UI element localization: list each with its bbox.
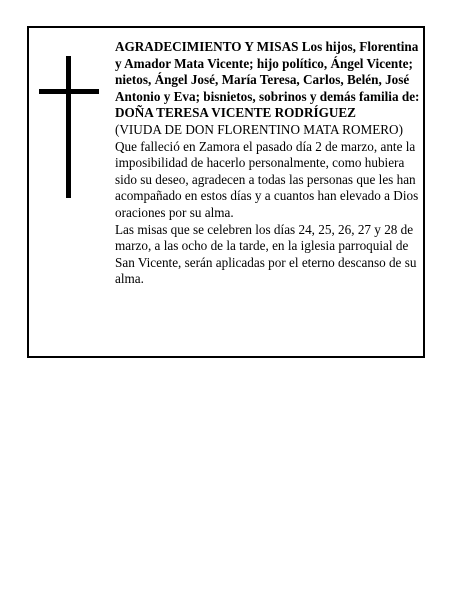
notice-heading: AGRADECIMIENTO Y MISAS bbox=[115, 39, 299, 54]
gratitude-paragraph: Que falleció en Zamora el pasado día 2 de marzo, ante la imposibilidad de hacerlo personalmente, como hubiera sido su deseo, agradecen a todas las personas que les han acompañado en estos días y a cuantos han elevado a Dios oraciones por su alma. bbox=[115, 138, 419, 220]
widow-of: (VIUDA DE DON FLORENTINO MATA ROMERO) bbox=[115, 121, 403, 137]
deceased-name: DOÑA TERESA VICENTE RODRÍGUEZ bbox=[115, 105, 356, 121]
masses-paragraph: Las misas que se celebren los días 24, 25, 26, 27 y 28 de marzo, a las ocho de la tarde, en la iglesia parroquial de San Vicente, serán aplicadas por el eterno descanso de su alma. bbox=[115, 221, 417, 287]
cross-icon bbox=[39, 56, 99, 198]
obituary-notice bbox=[27, 26, 425, 358]
family-paragraph bbox=[115, 39, 421, 105]
cross-vertical-bar bbox=[66, 56, 71, 198]
cross-horizontal-bar bbox=[39, 89, 99, 94]
family-intro: Los hijos, Florentina y Amador Mata Vicente; hijo político, Ángel Vicente; nietos, Ángel José, María Teresa, Carlos, Belén, José Antonio y Eva; bisnietos, sobrinos y demás familia de: bbox=[115, 39, 420, 104]
notice-text bbox=[115, 39, 421, 288]
